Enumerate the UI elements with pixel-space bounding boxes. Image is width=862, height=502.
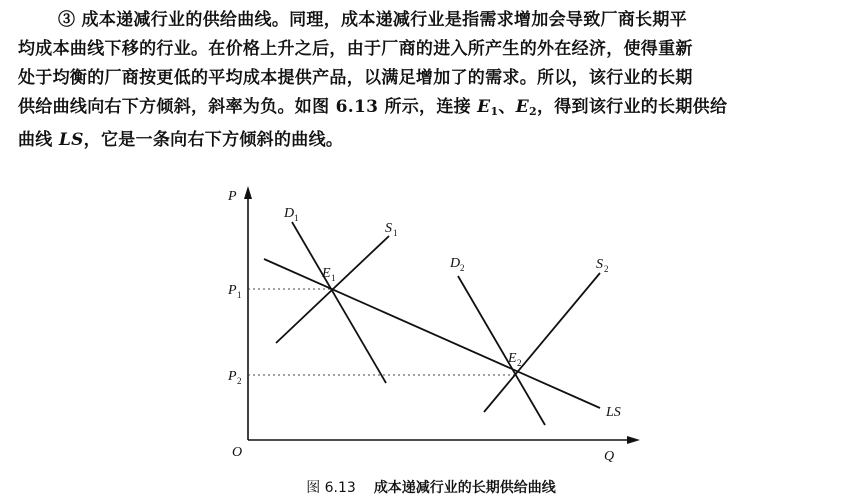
q-axis-label: Q bbox=[604, 449, 615, 464]
e1-subscript: 1 bbox=[331, 273, 336, 283]
paragraph-line-1: ③ 成本递减行业的供给曲线。同理，成本递减行业是指需求增加会导致厂商长期平 bbox=[58, 10, 688, 30]
s2-label: S bbox=[596, 257, 603, 272]
q-axis-arrow bbox=[627, 436, 640, 444]
paragraph-line-2: 均成本曲线下移的行业。在价格上升之后，由于厂商的进入所产生的外在经济，使得重新 bbox=[18, 39, 693, 59]
supply-curve-s2 bbox=[484, 273, 600, 412]
p-axis-arrow bbox=[244, 186, 252, 199]
inline-separator: 、 bbox=[498, 97, 516, 117]
s1-subscript: 1 bbox=[393, 228, 398, 238]
paragraph-line-4-start: 供给曲线向右下方倾斜，斜率为负。如图 6.13 所示，连接 bbox=[18, 97, 478, 117]
paragraph-line-5-start: 曲线 bbox=[18, 130, 59, 150]
d1-label: D bbox=[284, 206, 295, 221]
p1-label: P bbox=[228, 283, 237, 298]
figure-caption bbox=[0, 477, 862, 497]
d1-subscript: 1 bbox=[294, 213, 299, 223]
figure-title: 成本递减行业的长期供给曲线 bbox=[373, 480, 556, 496]
paragraph-line-4-end: ，得到该行业的长期供给 bbox=[536, 97, 728, 117]
demand-curve-d1 bbox=[292, 222, 386, 383]
e2-label: E bbox=[508, 351, 517, 366]
paragraph-line-3: 处于均衡的厂商按更低的平均成本提供产品，以满足增加了的需求。所以，该行业的长期 bbox=[18, 68, 693, 88]
inline-e2-sub: 2 bbox=[528, 105, 537, 118]
p1-subscript: 1 bbox=[237, 290, 242, 300]
p-axis-label: P bbox=[228, 189, 237, 204]
paragraph-line-5-end: ，它是一条向右下方倾斜的曲线。 bbox=[83, 130, 344, 150]
origin-label: O bbox=[232, 445, 243, 460]
inline-e1-letter: E bbox=[477, 97, 491, 117]
s2-subscript: 2 bbox=[604, 264, 609, 274]
d2-subscript: 2 bbox=[460, 263, 465, 273]
e1-label: E bbox=[322, 266, 331, 281]
figure-number: 图 6.13 bbox=[306, 480, 356, 496]
s1-label: S bbox=[385, 221, 392, 236]
inline-e1-sub: 1 bbox=[490, 105, 499, 118]
inline-ls-label: LS bbox=[58, 130, 84, 150]
ls-label: LS bbox=[606, 405, 621, 420]
inline-e2-letter: E bbox=[515, 97, 529, 117]
e2-subscript: 2 bbox=[517, 358, 522, 368]
p2-label: P bbox=[228, 369, 237, 384]
d2-label: D bbox=[450, 256, 461, 271]
p2-subscript: 2 bbox=[237, 376, 242, 386]
